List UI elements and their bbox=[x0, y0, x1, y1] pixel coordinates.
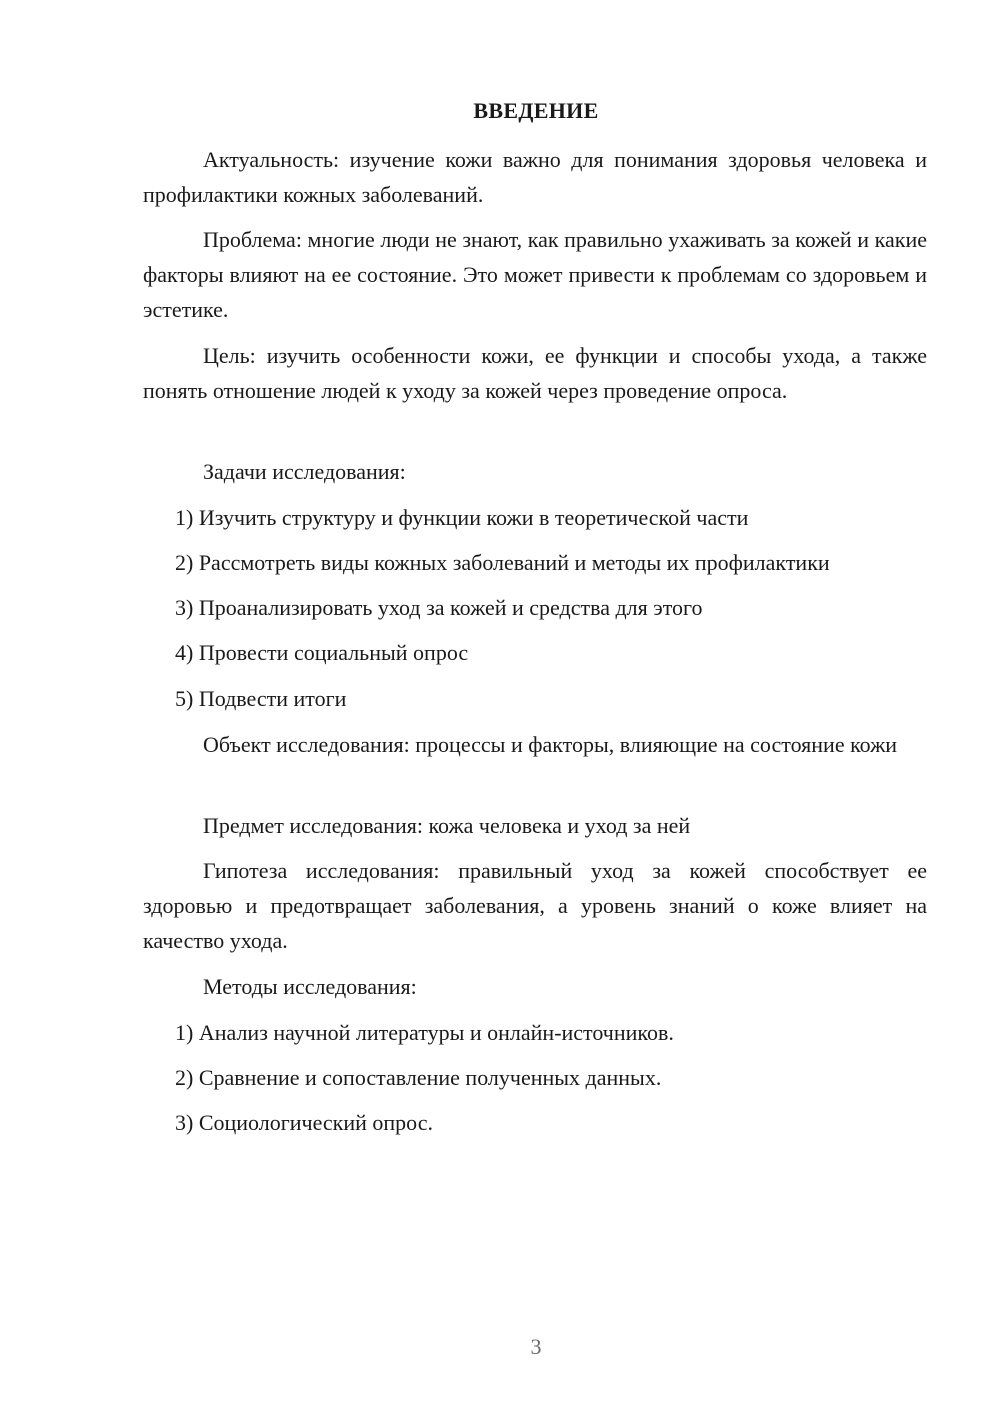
task-item-2: 2) Рассмотреть виды кожных заболеваний и методы их профилактики bbox=[175, 550, 830, 575]
paragraph-relevance: Актуальность: изучение кожи важно для понимания здоровья человека и профилактики кожных заболеваний. bbox=[143, 147, 927, 207]
method-item-3: 3) Социологический опрос. bbox=[175, 1110, 433, 1135]
paragraph-problem: Проблема: многие люди не знают, как правильно ухаживать за кожей и какие факторы влияют на ее состояние. Это может привести к проблемам со здоровьем и эстетике. bbox=[143, 227, 927, 322]
task-item-5: 5) Подвести итоги bbox=[175, 686, 347, 711]
paragraph-subject: Предмет исследования: кожа человека и уход за ней bbox=[203, 813, 691, 838]
page-title: ВВЕДЕНИЕ bbox=[473, 98, 599, 123]
tasks-heading: Задачи исследования: bbox=[203, 459, 406, 484]
method-item-1: 1) Анализ научной литературы и онлайн-источников. bbox=[175, 1020, 674, 1045]
paragraph-hypothesis: Гипотеза исследования: правильный уход за кожей способствует ее здоровью и предотвращает заболевания, а уровень знаний о коже влияет на качество ухода. bbox=[143, 858, 927, 953]
task-item-3: 3) Проанализировать уход за кожей и средства для этого bbox=[175, 595, 703, 620]
paragraph-object: Объект исследования: процессы и факторы, влияющие на состояние кожи bbox=[203, 732, 898, 757]
page-number: 3 bbox=[530, 1334, 542, 1359]
task-item-4: 4) Провести социальный опрос bbox=[175, 640, 469, 665]
task-item-1: 1) Изучить структуру и функции кожи в теоретической части bbox=[175, 505, 749, 530]
paragraph-goal: Цель: изучить особенности кожи, ее функции и способы ухода, а также понять отношение людей к уходу за кожей через проведение опроса. bbox=[143, 343, 927, 403]
methods-heading: Методы исследования: bbox=[203, 974, 417, 999]
method-item-2: 2) Сравнение и сопоставление полученных данных. bbox=[175, 1065, 662, 1090]
